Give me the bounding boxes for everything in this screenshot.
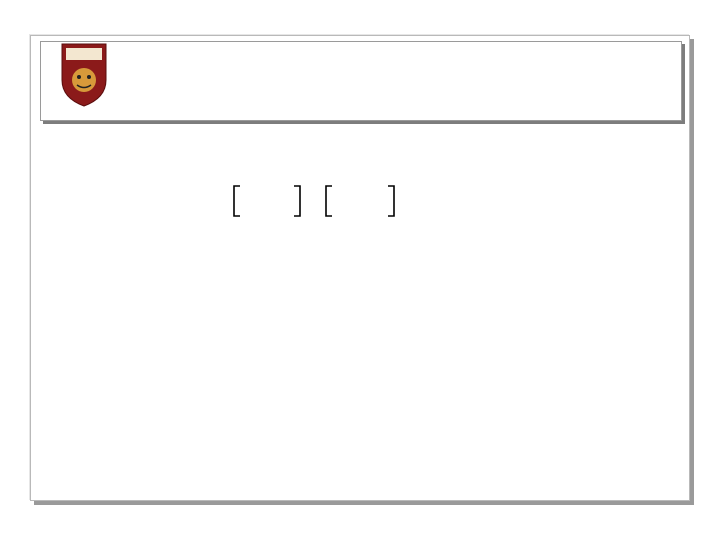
korea-university-logo <box>44 40 124 116</box>
algorithm-formula <box>228 180 398 222</box>
title-box <box>40 41 682 121</box>
worked-example <box>60 280 680 480</box>
